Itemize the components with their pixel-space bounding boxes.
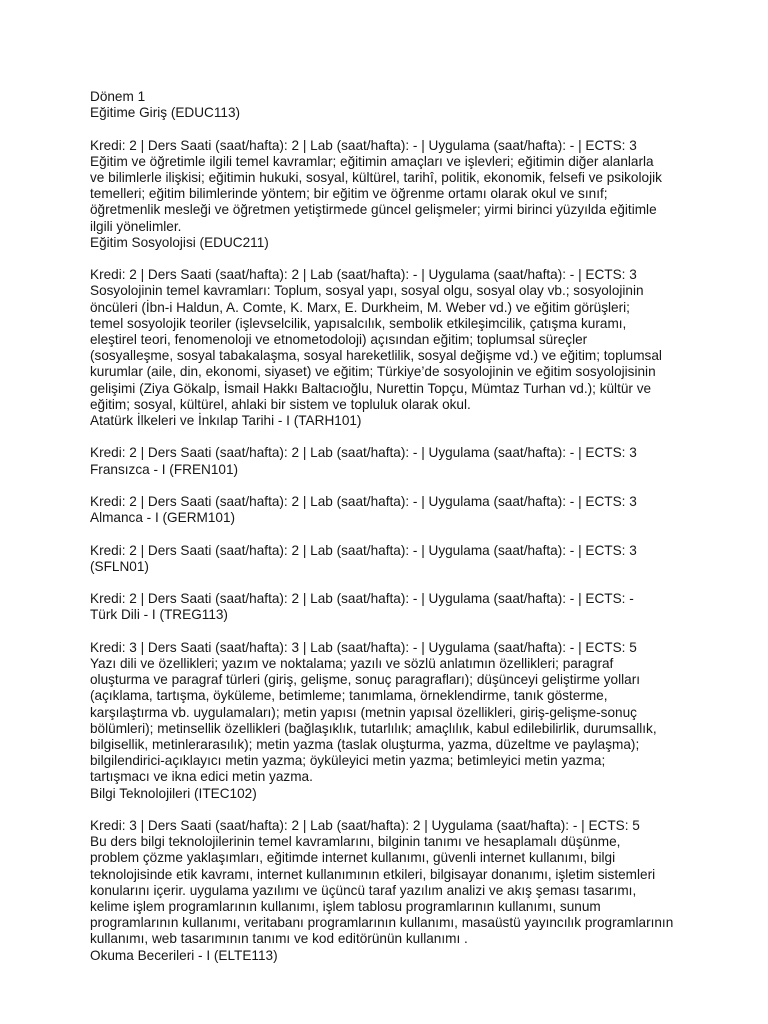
blank-line: [90, 478, 690, 494]
course-title-sfln01: (SFLN01): [90, 558, 149, 574]
course-description-line: öncüleri (İbn-i Haldun, A. Comte, K. Marx, E. Durkheim, M. Weber vd.) ve eğitim görüşleri;: [90, 299, 630, 315]
course-title-fren101: Fransızca - I (FREN101): [90, 461, 239, 477]
course-description-line: temel sosyolojik teoriler (işlevselcilik, yapısalcılık, sembolik etkileşimcilik, çatışma kuramı,: [90, 315, 627, 331]
course-description-line: bilgilendirici-açıklayıcı metin yazma; öyküleyici metin yazma; betimleyici metin yazma;: [90, 753, 606, 769]
course-description-line: (açıklama, tartışma, öyküleme, betimleme; tanımlama, örneklendirme, tanık gösterme,: [90, 688, 608, 704]
blank-line: [90, 624, 690, 640]
course-credits-tarh101: Kredi: 2 | Ders Saati (saat/hafta): 2 | Lab (saat/hafta): - | Uygulama (saat/hafta): - | ECTS: 3: [90, 445, 637, 461]
course-title-elte113: Okuma Becerileri - I (ELTE113): [90, 947, 278, 963]
course-description-line: eleştirel teori, fenomenoloji ve etnometodoloji) açısından eğitim; toplumsal süreçler: [90, 332, 588, 348]
course-description-line: konularını içerir. uygulama yazılımı ve üçüncü taraf yazılım analizi ve akış şeması tasarımı,: [90, 882, 637, 898]
course-description-line: öğretmenlik mesleği ve öğretmen yetiştirmede güncel gelişmeler; yirmi birinci yüzyılda eğitimle: [90, 202, 657, 218]
course-description-line: kelime işlem programlarının kullanımı, işlem tablosu programlarının kullanımı, sunum: [90, 899, 601, 915]
course-description-line: eğitim; sosyal, kültürel, ahlaki bir sistem ve topluluk olarak okul.: [90, 396, 471, 412]
blank-line: [90, 802, 690, 818]
course-credits-itec102: Kredi: 3 | Ders Saati (saat/hafta): 2 | Lab (saat/hafta): 2 | Uygulama (saat/hafta): - | ECTS: 5: [90, 818, 640, 834]
course-description-line: kurumlar (aile, din, ekonomi, siyaset) ve eğitim; Türkiye’de sosyolojinin ve eğitim sosyolojisinin: [90, 364, 656, 380]
course-description-line: tartışmacı ve ikna edici metin yazma.: [90, 769, 313, 785]
course-description-line: karşılaştırma vb. uygulamaları); metin yapısı (metnin yapısal özellikleri, giriş-gelişme-sonuç: [90, 704, 637, 720]
course-credits-educ113: Kredi: 2 | Ders Saati (saat/hafta): 2 | Lab (saat/hafta): - | Uygulama (saat/hafta): - | ECTS: 3: [90, 137, 637, 153]
course-description-line: Sosyolojinin temel kavramları: Toplum, sosyal yapı, sosyal olgu, sosyal olay vb.; sosyolojinin: [90, 283, 644, 299]
course-description-line: ve bilimlerle ilişkisi; eğitimin hukuki, sosyal, kültürel, tarihî, politik, ekonomik, felsefi ve psikolojik: [90, 170, 662, 185]
course-title-treg113: Türk Dili - I (TREG113): [90, 607, 228, 623]
document-body: [90, 89, 690, 964]
course-description-line: temelleri; eğitim bilimlerinde yöntem; bir eğitim ve öğrenme ortamı olarak okul ve sınıf;: [90, 186, 608, 202]
course-description-line: oluşturma ve paragraf türleri (giriş, gelişme, sonuç paragrafları); düşünceyi geliştirme yolları: [90, 672, 641, 688]
course-description-line: Bu ders bilgi teknolojilerinin temel kavramlarını, bilginin tanımı ve hesaplamalı düşünme,: [90, 834, 621, 850]
course-description-line: ilgili yönelimler.: [90, 218, 182, 234]
course-credits-germ101: Kredi: 2 | Ders Saati (saat/hafta): 2 | Lab (saat/hafta): - | Uygulama (saat/hafta): - | ECTS: 3: [90, 542, 637, 558]
course-description-line: gelişimi (Ziya Gökalp, İsmail Hakkı Baltacıoğlu, Nurettin Topçu, Mümtaz Turhan vd.); kültür ve: [90, 380, 652, 396]
course-description-line: problem çözme yaklaşımları, eğitimde internet kullanımı, güvenli internet kullanımı, bilgi: [90, 850, 616, 866]
course-description-line: Yazı dili ve özellikleri; yazım ve noktalama; yazılı ve sözlü anlatımın özellikleri; paragraf: [90, 656, 614, 671]
course-credits-treg113: Kredi: 3 | Ders Saati (saat/hafta): 3 | Lab (saat/hafta): - | Uygulama (saat/hafta): - | ECTS: 5: [90, 639, 637, 655]
course-credits-sfln01: Kredi: 2 | Ders Saati (saat/hafta): 2 | Lab (saat/hafta): - | Uygulama (saat/hafta): - | ECTS: -: [90, 591, 634, 607]
term-heading: Dönem 1: [90, 89, 146, 104]
course-title-germ101: Almanca - I (GERM101): [90, 510, 236, 526]
course-description-line: (sosyalleşme, sosyal tabakalaşma, sosyal hareketlilik, sosyal değişme vd.) ve eğitim; toplumsal: [90, 348, 662, 364]
course-title-educ113: Eğitime Giriş (EDUC113): [90, 105, 241, 121]
course-description-line: Eğitim ve öğretimle ilgili temel kavramlar; eğitimin amaçları ve işlevleri; eğitimin diğer alanlarla: [90, 153, 654, 169]
course-title-itec102: Bilgi Teknolojileri (ITEC102): [90, 785, 257, 801]
blank-line: [90, 251, 690, 267]
blank-line: [90, 575, 690, 591]
course-title-educ211: Eğitim Sosyolojisi (EDUC211): [90, 234, 269, 250]
course-description-line: kullanımı, web tasarımının tanımı ve kod editörünün kullanımı .: [90, 931, 468, 947]
course-credits-fren101: Kredi: 2 | Ders Saati (saat/hafta): 2 | Lab (saat/hafta): - | Uygulama (saat/hafta): - | ECTS: 3: [90, 494, 637, 510]
course-description-line: teknolojisinde etik kavramı, internet kullanımının etkileri, bilgisayar donanımı, işletim sistemleri: [90, 866, 656, 882]
blank-line: [90, 526, 690, 542]
course-description-line: bölümleri); metinsellik özellikleri (bağlaşıklık, tutarlılık; amaçlılık, kabul edilebilirlik, durumsallık,: [90, 720, 657, 736]
course-title-tarh101: Atatürk İlkeleri ve İnkılap Tarihi - I (TARH101): [90, 413, 362, 429]
course-description-line: programlarının kullanımı, veritabanı programlarının kullanımı, masaüstü yayıncılık programlarının: [90, 915, 674, 931]
course-credits-educ211: Kredi: 2 | Ders Saati (saat/hafta): 2 | Lab (saat/hafta): - | Uygulama (saat/hafta): - | ECTS: 3: [90, 267, 637, 283]
blank-line: [90, 121, 690, 137]
blank-line: [90, 429, 690, 445]
course-description-line: bilgisellik, metinlerarasılık); metin yazma (taslak oluşturma, yazma, düzeltme ve paylaşma);: [90, 737, 640, 753]
